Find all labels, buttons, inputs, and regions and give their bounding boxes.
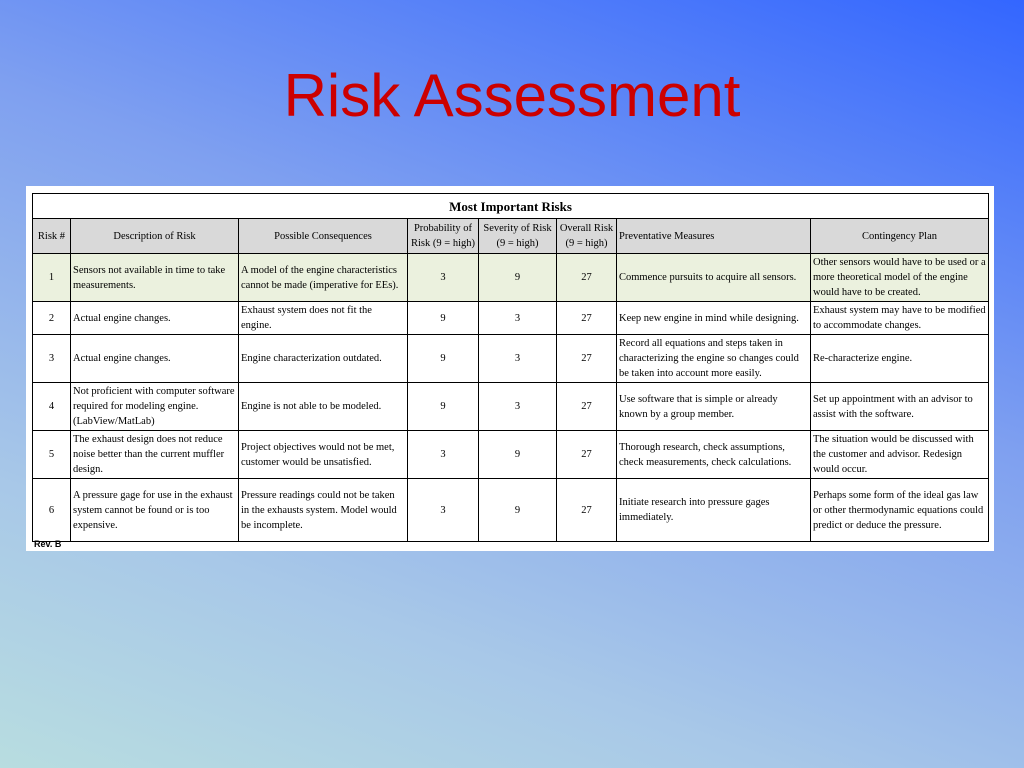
risk-overall: 27: [557, 383, 617, 431]
risk-severity: 3: [479, 383, 557, 431]
risk-number: 3: [33, 335, 71, 383]
risk-overall: 27: [557, 254, 617, 302]
risk-contingency: Re-characterize engine.: [811, 335, 989, 383]
table-row: [33, 479, 989, 542]
risk-consequences: Project objectives would not be met, customer would be unsatisfied.: [239, 431, 408, 479]
risk-severity: 3: [479, 302, 557, 335]
header-description: Description of Risk: [71, 219, 239, 254]
header-probability: Probability of Risk (9 = high): [408, 219, 479, 254]
risk-overall: 27: [557, 479, 617, 542]
risk-preventative: Use software that is simple or already known by a group member.: [617, 383, 811, 431]
risk-consequences: A model of the engine characteristics cannot be made (imperative for EEs).: [239, 254, 408, 302]
table-row: [33, 254, 989, 302]
header-consequences: Possible Consequences: [239, 219, 408, 254]
risk-consequences: Exhaust system does not fit the engine.: [239, 302, 408, 335]
risk-contingency: Other sensors would have to be used or a more theoretical model of the engine would have to be created.: [811, 254, 989, 302]
risk-contingency: Perhaps some form of the ideal gas law or other thermodynamic equations could predict or deduce the pressure.: [811, 479, 989, 542]
risk-consequences: Engine is not able to be modeled.: [239, 383, 408, 431]
header-risk-num: Risk #: [33, 219, 71, 254]
risk-contingency: Exhaust system may have to be modified to accommodate changes.: [811, 302, 989, 335]
risk-severity: 9: [479, 254, 557, 302]
risk-contingency: Set up appointment with an advisor to assist with the software.: [811, 383, 989, 431]
risk-probability: 9: [408, 335, 479, 383]
risk-description: The exhaust design does not reduce noise better than the current muffler design.: [71, 431, 239, 479]
slide-title: Risk Assessment: [283, 62, 741, 129]
risk-description: A pressure gage for use in the exhaust system cannot be found or is too expensive.: [71, 479, 239, 542]
table-row: [33, 431, 989, 479]
risk-number: 4: [33, 383, 71, 431]
risk-probability: 9: [408, 302, 479, 335]
risk-preventative: Commence pursuits to acquire all sensors.: [617, 254, 811, 302]
risk-number: 5: [33, 431, 71, 479]
header-severity: Severity of Risk (9 = high): [479, 219, 557, 254]
header-row: [33, 219, 989, 254]
risk-preventative: Keep new engine in mind while designing.: [617, 302, 811, 335]
risk-severity: 9: [479, 479, 557, 542]
revision-label: Rev. B: [34, 539, 62, 549]
risk-number: 2: [33, 302, 71, 335]
table-row: [33, 383, 989, 431]
risk-contingency: The situation would be discussed with the customer and advisor. Redesign would occur.: [811, 431, 989, 479]
risk-preventative: Thorough research, check assumptions, check measurements, check calculations.: [617, 431, 811, 479]
risk-probability: 9: [408, 383, 479, 431]
risk-description: Actual engine changes.: [71, 335, 239, 383]
risk-description: Actual engine changes.: [71, 302, 239, 335]
risk-number: 6: [33, 479, 71, 542]
risk-table-image: [26, 186, 994, 551]
risk-probability: 3: [408, 254, 479, 302]
risk-severity: 9: [479, 431, 557, 479]
table-row: [33, 302, 989, 335]
risk-description: Not proficient with computer software required for modeling engine. (LabView/MatLab): [71, 383, 239, 431]
table-title: Most Important Risks: [33, 194, 989, 219]
header-preventative: Preventative Measures: [617, 219, 811, 254]
header-overall: Overall Risk (9 = high): [557, 219, 617, 254]
risk-consequences: Pressure readings could not be taken in the exhausts system. Model would be incomplete.: [239, 479, 408, 542]
risk-number: 1: [33, 254, 71, 302]
risk-severity: 3: [479, 335, 557, 383]
risk-overall: 27: [557, 335, 617, 383]
risk-preventative: Initiate research into pressure gages immediately.: [617, 479, 811, 542]
risk-overall: 27: [557, 302, 617, 335]
risk-overall: 27: [557, 431, 617, 479]
risk-description: Sensors not available in time to take measurements.: [71, 254, 239, 302]
risk-preventative: Record all equations and steps taken in characterizing the engine so changes could be taken into account more easily.: [617, 335, 811, 383]
risk-probability: 3: [408, 431, 479, 479]
risk-probability: 3: [408, 479, 479, 542]
header-contingency: Contingency Plan: [811, 219, 989, 254]
risk-consequences: Engine characterization outdated.: [239, 335, 408, 383]
table-row: [33, 335, 989, 383]
risk-table: [32, 193, 989, 542]
